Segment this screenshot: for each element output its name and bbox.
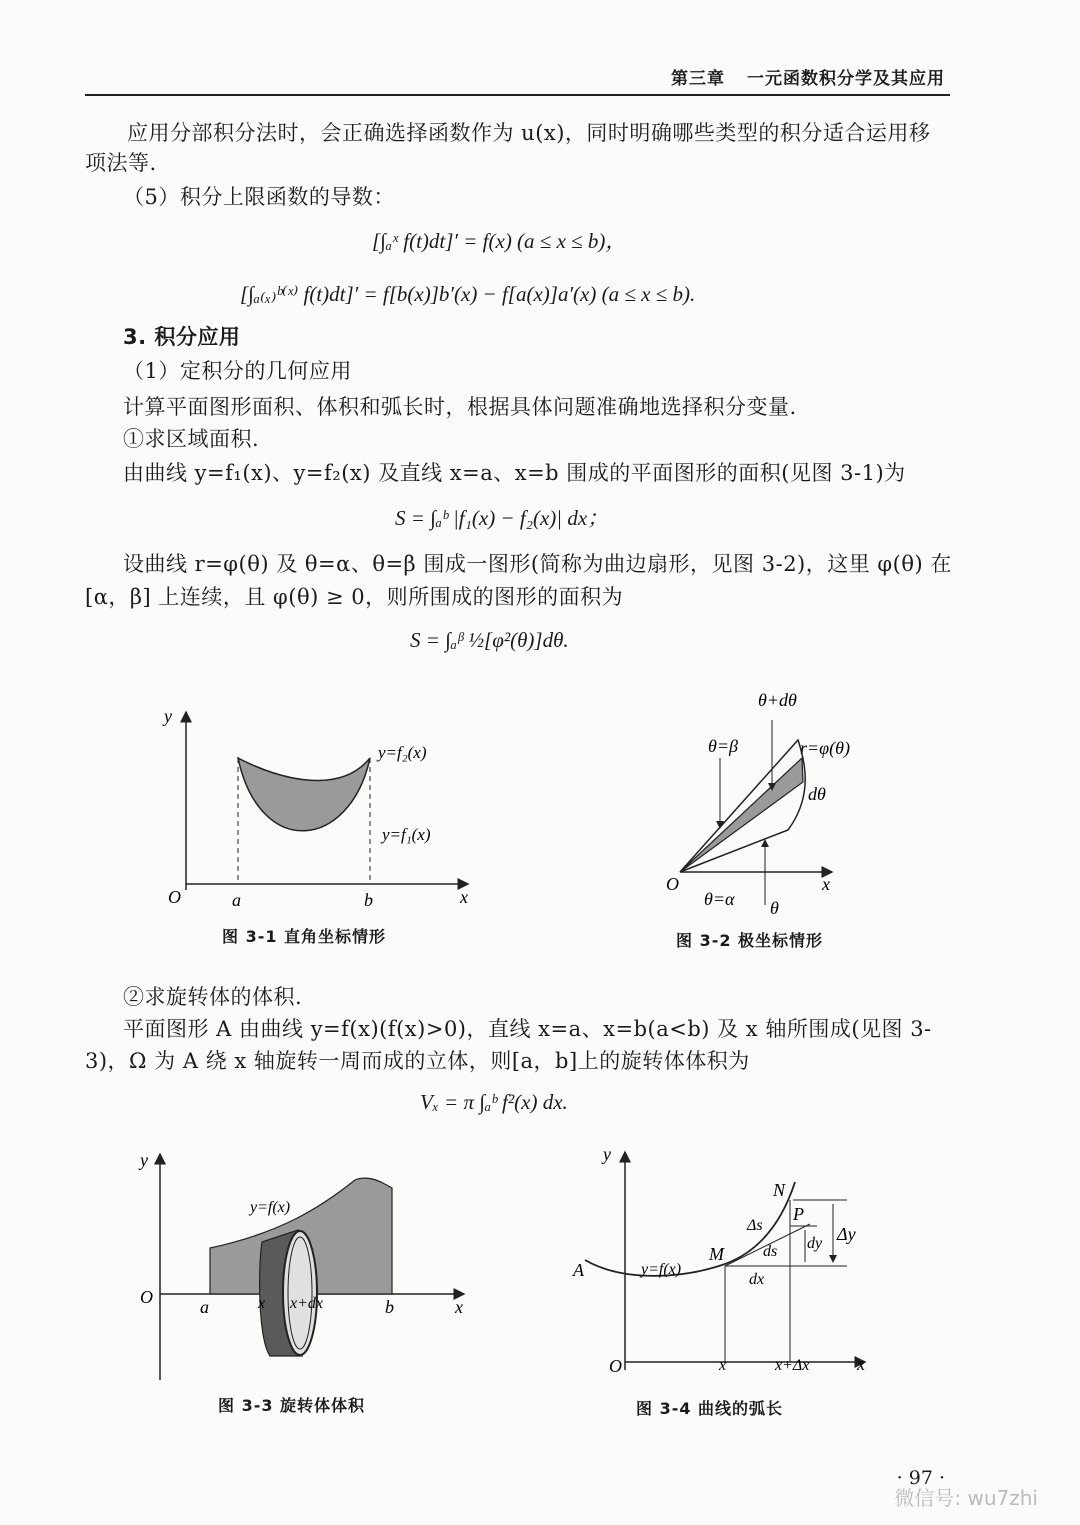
formula-upper-limit-derivative: [∫ₐˣ f(t)dt]′ = f(x) (a ≤ x ≤ b)， — [372, 229, 627, 253]
section-3-title: 3. 积分应用 — [123, 325, 241, 349]
origin-label: O — [140, 1287, 153, 1307]
area-text: 由曲线 y=f₁(x)、y=f₂(x) 及直线 x=a、x=b 围成的平面图形的面积(见图 3-1)为 — [123, 461, 906, 485]
figure-3-2 — [640, 680, 900, 920]
item5-heading: （5）积分上限函数的导数： — [123, 185, 395, 209]
theta-label: θ — [770, 898, 779, 918]
f-label: y=f(x) — [250, 1199, 291, 1216]
subsection-1-title: （1）定积分的几何应用 — [123, 359, 352, 383]
page-number: · 97 · — [896, 1467, 945, 1489]
a-label: a — [200, 1297, 209, 1317]
y-label: y — [603, 1148, 611, 1164]
sector-outline — [680, 740, 805, 872]
x-label: x — [822, 874, 830, 894]
figure-3-1-caption: 图 3-1 直角坐标情形 — [222, 927, 387, 946]
dx-label: dx — [749, 1271, 765, 1288]
figure-3-4 — [565, 1148, 875, 1378]
chapter-label: 第三章 — [671, 69, 725, 89]
x-small-label: x — [258, 1295, 266, 1312]
formula-volume: Vₓ = π ∫ₐᵇ f²(x) dx. — [420, 1090, 568, 1114]
point-M-label: M — [709, 1244, 724, 1264]
figure-3-2-caption: 图 3-2 极坐标情形 — [676, 931, 824, 950]
f-label: y=f(x) — [641, 1261, 682, 1278]
delta-s-label: Δs — [747, 1217, 763, 1234]
theta-alpha-label: θ=α — [704, 889, 735, 909]
polar-line1: 设曲线 r=φ(θ) 及 θ=α、θ=β 围成一图形(简称为曲边扇形，见图 3-2)，这里 φ(θ) 在 — [123, 552, 952, 576]
subsection-1-text: 计算平面图形面积、体积和弧长时，根据具体问题准确地选择积分变量. — [123, 395, 797, 419]
polar-line2: [α，β] 上连续，且 φ(θ) ≥ 0，则所围成的图形的面积为 — [85, 585, 624, 609]
f1-label: y=f₁(x) — [382, 825, 431, 844]
watermark: 微信号: wu7zhi — [894, 1486, 1038, 1510]
figure-3-4-caption: 图 3-4 曲线的弧长 — [636, 1399, 784, 1418]
x-small-label: x — [719, 1357, 727, 1374]
figure-3-3 — [130, 1148, 475, 1388]
origin-label: O — [666, 874, 679, 894]
formula-area-polar: S = ∫ₐᵝ ½[φ²(θ)]dθ. — [410, 628, 569, 652]
y-label: y — [164, 706, 172, 726]
origin-label: O — [609, 1356, 622, 1376]
delta-y-label: Δy — [837, 1224, 856, 1244]
dy-label: dy — [807, 1235, 823, 1252]
x-plus-dx-label: x+Δx — [775, 1357, 810, 1374]
b-label: b — [364, 890, 373, 910]
dtheta-label: dθ — [808, 784, 826, 804]
b-label: b — [385, 1297, 394, 1317]
shaded-region — [238, 758, 370, 831]
formula-area-cartesian: S = ∫ₐᵇ |f₁(x) − f₂(x)| dx； — [395, 506, 609, 530]
point-P-label: P — [793, 1204, 804, 1224]
y-label: y — [140, 1150, 148, 1170]
x-label: x — [857, 1354, 865, 1374]
running-header — [671, 64, 945, 89]
point-N-label: N — [773, 1180, 786, 1200]
volume-line2: 3)，Ω 为 A 绕 x 轴旋转一周而成的立体，则[a，b]上的旋转体体积为 — [85, 1049, 750, 1073]
point-A-label: A — [573, 1260, 584, 1280]
chapter-title: 一元函数积分学及其应用 — [747, 69, 945, 89]
x-label: x — [455, 1297, 463, 1317]
figure-3-1 — [150, 700, 490, 915]
para1-line2: 项法等. — [85, 151, 157, 175]
x-plus-dx-label: x+dx — [290, 1295, 323, 1312]
x-label: x — [460, 887, 468, 907]
formula-variable-limits-derivative: [∫ₐ₍ₓ₎ᵇ⁽ˣ⁾ f(t)dt]′ = f[b(x)]b′(x) − f[a(x)]a′(x) (a ≤ x ≤ b). — [240, 282, 696, 306]
header-rule — [85, 94, 950, 96]
r-label: r=φ(θ) — [800, 738, 850, 758]
volume-line1: 平面图形 A 由曲线 y=f(x)(f(x)>0)，直线 x=a、x=b(a<b) 及 x 轴所围成(见图 3- — [123, 1017, 932, 1041]
f2-label: y=f₂(x) — [378, 743, 427, 762]
ds-label: ds — [763, 1243, 778, 1260]
theta-dtheta-label: θ+dθ — [758, 690, 797, 710]
origin-label: O — [168, 887, 181, 907]
para1-line1: 应用分部积分法时，会正确选择函数作为 u(x)，同时明确哪些类型的积分适合运用移 — [127, 121, 931, 145]
volume-title: ②求旋转体的体积. — [123, 985, 303, 1009]
area-title: ①求区域面积. — [123, 427, 260, 451]
theta-beta-label: θ=β — [708, 736, 738, 756]
a-label: a — [232, 890, 241, 910]
figure-3-3-caption: 图 3-3 旋转体体积 — [218, 1396, 366, 1415]
curve — [585, 1182, 795, 1276]
